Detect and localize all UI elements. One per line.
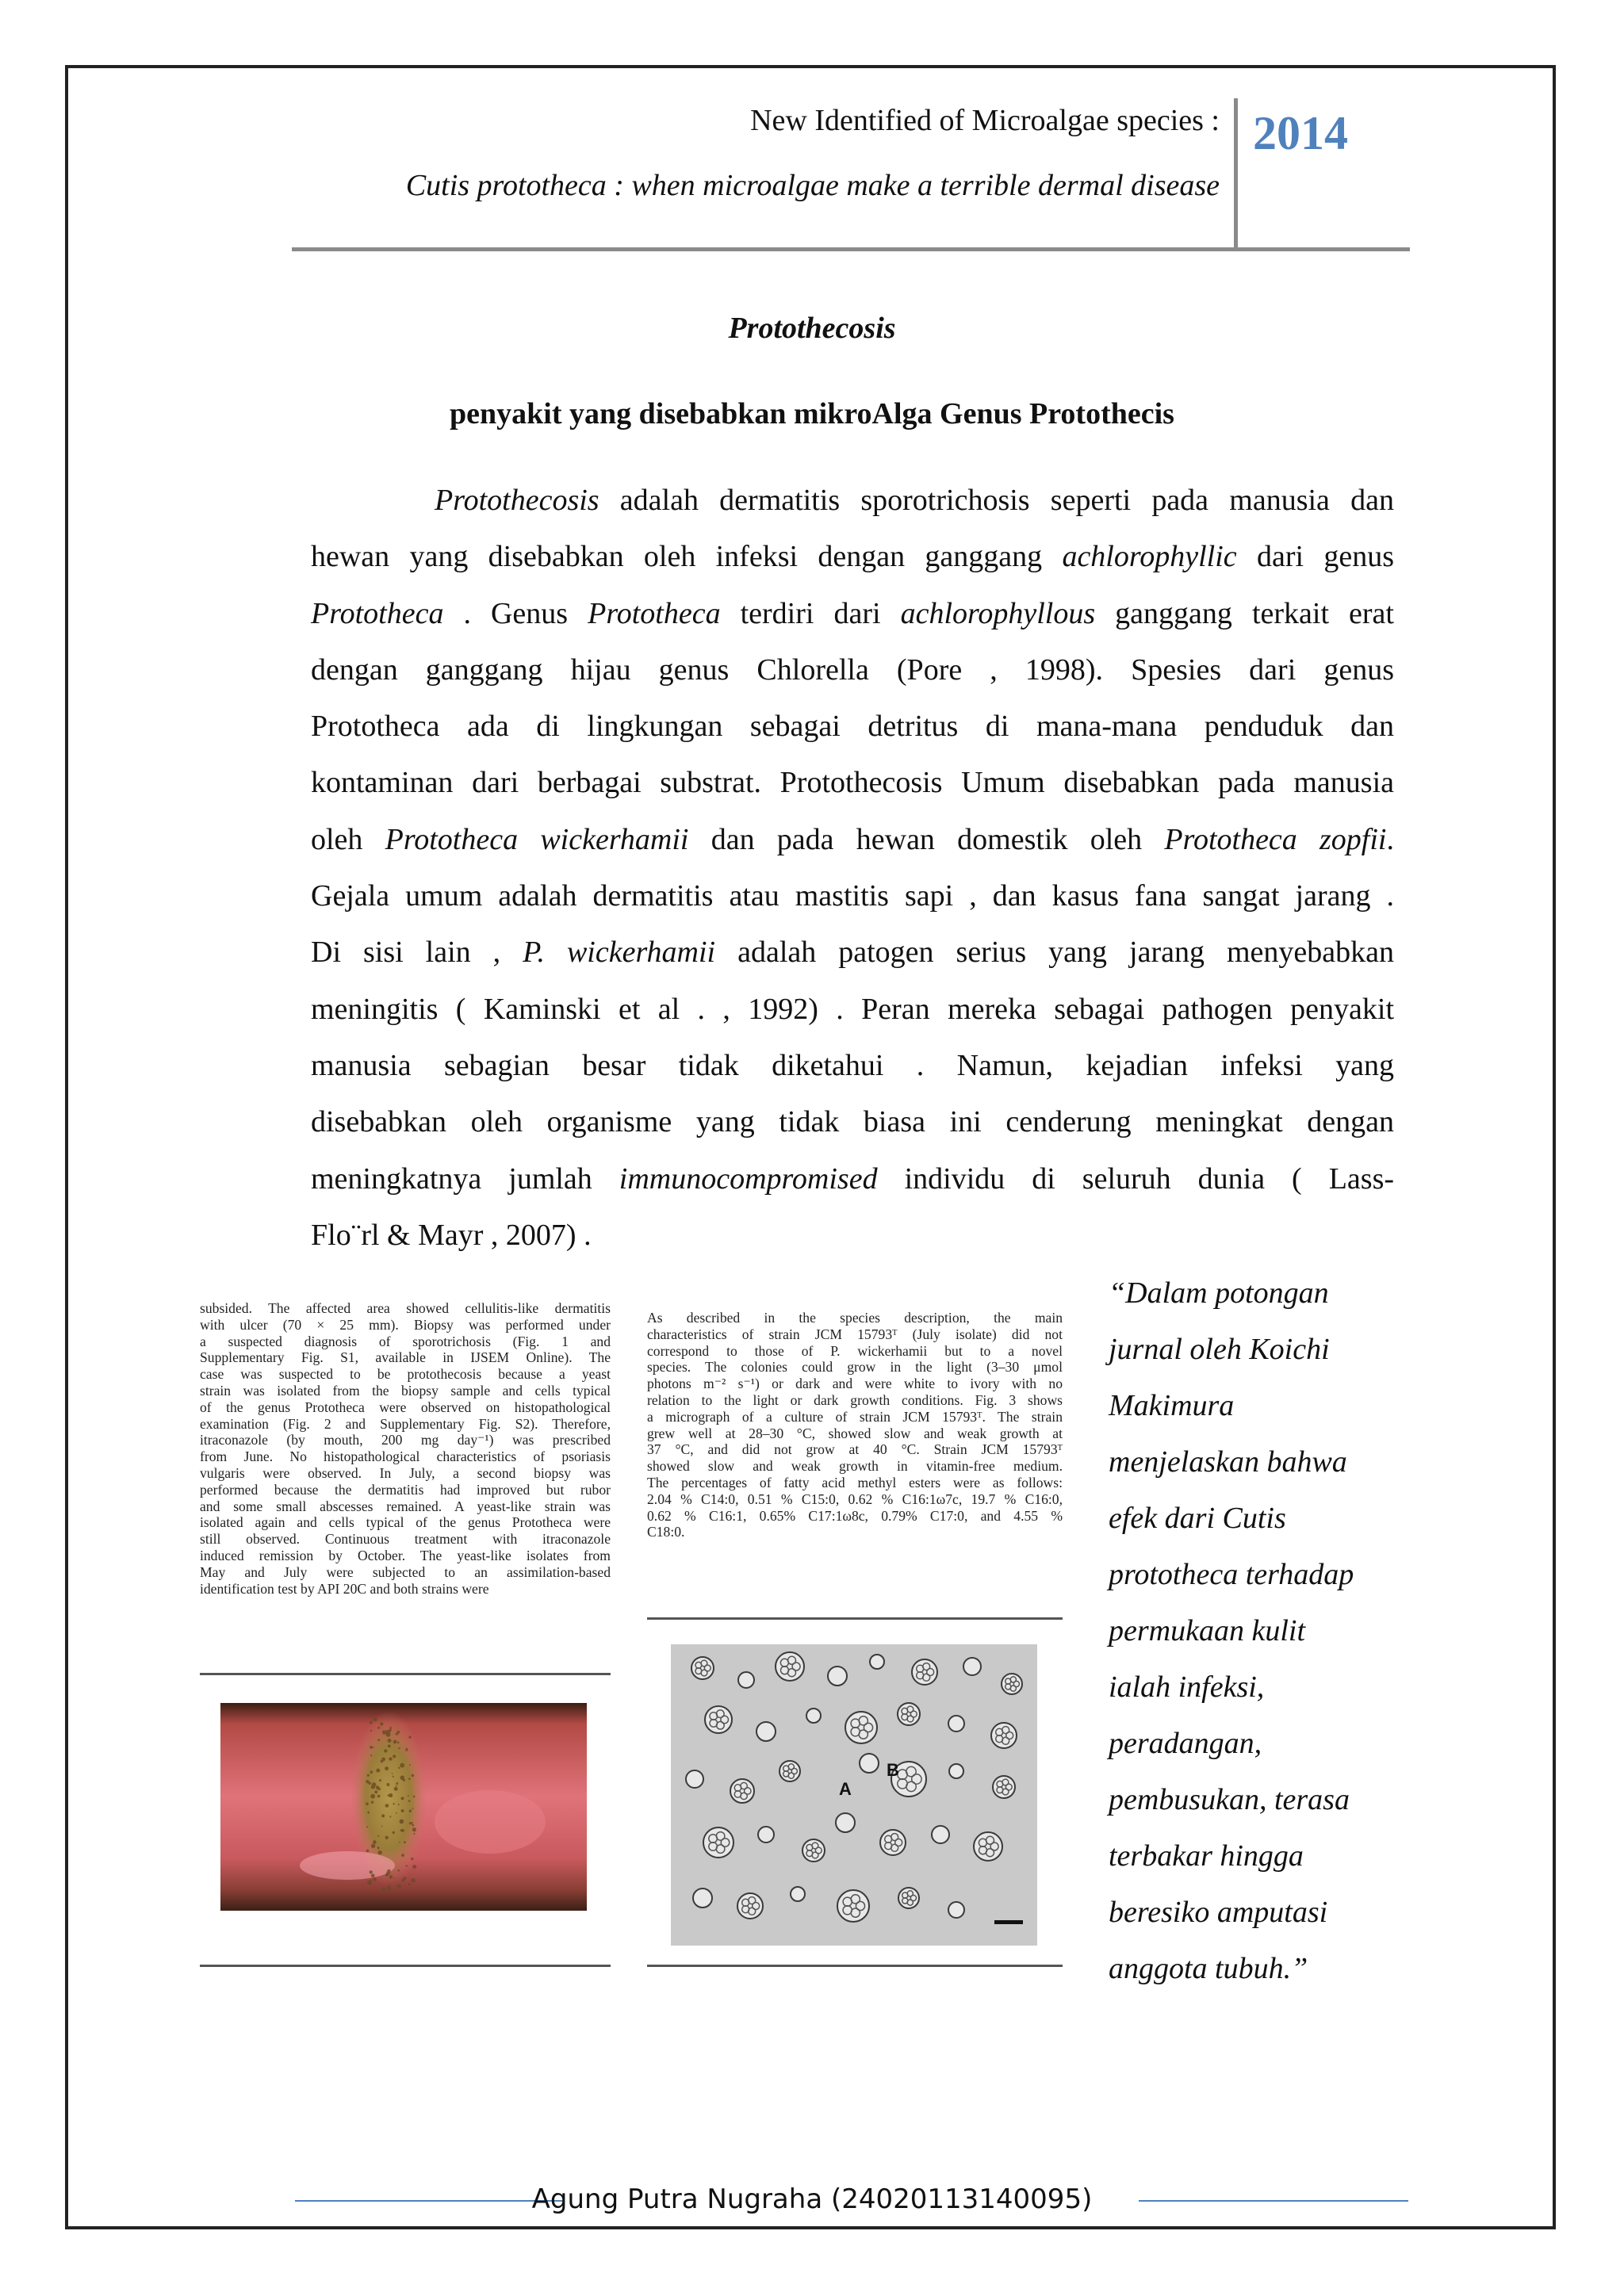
- body-line: Flo¨rl & Mayr , 2007) .: [311, 1218, 592, 1252]
- body-line: Prototheca . Genus Prototheca terdiri dari achlorophyllous ganggang terkait erat: [311, 596, 1394, 630]
- body-line: kontaminan dari berbagai substrat. Protothecosis Umum disebabkan pada manusia: [311, 766, 1394, 800]
- pull-quote-line: pembusukan, terasa: [1109, 1783, 1350, 1816]
- body-line: Prototheca ada di lingkungan sebagai detritus di mana-mana penduduk dan: [311, 710, 1394, 744]
- journal-text-line: vulgaris were observed. In July, a second biopsy was: [200, 1464, 611, 1481]
- figure-journal-excerpt-left: [200, 1300, 611, 1966]
- body-line: Gejala umum adalah dermatitis atau mastitis sapi , dan kasus fana sangat jarang .: [311, 879, 1394, 913]
- figure-journal-excerpt-right: [647, 1310, 1063, 1973]
- journal-text-line: characteristics of strain JCM 15793ᵀ (July isolate) did not: [647, 1326, 1063, 1342]
- journal-text-line: case was suspected to be protothecosis because a yeast: [200, 1366, 611, 1383]
- journal-text-line: a micrograph of a culture of strain JCM 15793ᵀ. The strain: [647, 1408, 1063, 1425]
- figure-rule: [200, 1965, 611, 1967]
- body-line: dengan ganggang hijau genus Chlorella (Pore , 1998). Spesies dari genus: [311, 652, 1394, 687]
- journal-text-line: Supplementary Fig. S1, available in IJSEM Online). The: [200, 1349, 611, 1366]
- section-title: Protothecosis: [728, 312, 896, 345]
- journal-text-left: [200, 1300, 611, 1597]
- footer-author: Agung Putra Nugraha (24020113140095): [531, 2183, 1093, 2215]
- pull-quote-line: Makimura: [1109, 1389, 1235, 1422]
- figure-rule: [647, 1617, 1063, 1620]
- pull-quote-line: terbakar hingga: [1109, 1839, 1304, 1873]
- journal-text-line: species. The colonies could grow in the light (3–30 μmol: [647, 1359, 1063, 1376]
- journal-text-line: May and July were subjected to an assimilation-based: [200, 1563, 611, 1580]
- header-title: New Identified of Microalgae species :: [750, 104, 1220, 137]
- journal-text-line: isolated again and cells typical of the genus Prototheca were: [200, 1514, 611, 1531]
- pull-quote-line: “Dalam potongan: [1109, 1276, 1329, 1310]
- body-line: meningitis ( Kaminski et al . , 1992) . Peran mereka sebagai pathogen penyakit: [311, 992, 1394, 1026]
- body-line: Di sisi lain , P. wickerhamii adalah patogen serius yang jarang menyebabkan: [311, 936, 1394, 970]
- journal-text-line: examination (Fig. 2 and Supplementary Fig. S2). Therefore,: [200, 1415, 611, 1432]
- body-line: oleh Prototheca wickerhamii dan pada hewan domestik oleh Prototheca zopfii.: [311, 822, 1394, 856]
- journal-text-line: strain was isolated from the biopsy sample and cells typical: [200, 1382, 611, 1399]
- body-line: meningkatnya jumlah immunocompromised individu di seluruh dunia ( Lass-: [311, 1161, 1395, 1196]
- journal-text-line: C18:0.: [647, 1524, 685, 1540]
- journal-text-line: 0.62 % C16:1, 0.65% C17:1ω8c, 0.79% C17:0, and 4.55 %: [647, 1507, 1063, 1524]
- journal-text-line: As described in the species description, the main: [647, 1310, 1063, 1326]
- journal-text-line: performed because the dermatitis had improved but rubor: [200, 1481, 611, 1498]
- pull-quote-line: jurnal oleh Koichi: [1109, 1333, 1330, 1366]
- pull-quote-line: menjelaskan bahwa: [1109, 1445, 1347, 1479]
- body-paragraph: [311, 473, 1394, 1264]
- journal-text-line: identification test by API 20C and both strains were: [200, 1580, 489, 1597]
- micrograph-image: [671, 1644, 1037, 1946]
- pull-quote-line: efek dari Cutis: [1109, 1502, 1286, 1535]
- journal-text-line: from June. No histopathological characteristics of psoriasis: [200, 1448, 611, 1465]
- figure-rule: [647, 1965, 1063, 1967]
- journal-text-line: showed slow and weak growth in vitamin-free medium.: [647, 1458, 1063, 1475]
- journal-text-line: with ulcer (70 × 25 mm). Biopsy was performed under: [200, 1316, 611, 1333]
- body-line: disebabkan oleh organisme yang tidak biasa ini cenderung meningkat dengan: [311, 1105, 1394, 1139]
- pull-quote-line: permukaan kulit: [1109, 1614, 1306, 1647]
- journal-text-line: relation to the light or dark growth conditions. Fig. 3 shows: [647, 1391, 1063, 1408]
- body-line: Protothecosis adalah dermatitis sporotrichosis seperti pada manusia dan: [435, 484, 1394, 517]
- micrograph-label-a: A: [839, 1779, 852, 1799]
- journal-text-line: a suspected diagnosis of sporotrichosis (Fig. 1 and: [200, 1333, 611, 1349]
- journal-text-line: 37 °C, and did not grow at 40 °C. Strain JCM 15793ᵀ: [647, 1441, 1063, 1458]
- pull-quote: [1109, 1265, 1394, 1997]
- header-divider-horizontal: [292, 247, 1410, 251]
- section-subtitle: penyakit yang disebabkan mikroAlga Genus Protothecis: [450, 397, 1174, 430]
- header-year: 2014: [1253, 107, 1348, 159]
- header-subtitle: Cutis prototheca : when microalgae make a terrible dermal disease: [405, 169, 1220, 202]
- body-line: manusia sebagian besar tidak diketahui . Namun, kejadian infeksi yang: [311, 1048, 1394, 1082]
- header-divider-vertical: [1234, 98, 1238, 249]
- journal-text-line: subsided. The affected area showed cellulitis-like dermatitis: [200, 1300, 611, 1316]
- journal-text-line: grew well at 28–30 °C, showed slow and weak growth at: [647, 1425, 1063, 1441]
- journal-text-line: and some small abscesses remained. A yeast-like strain was: [200, 1498, 611, 1514]
- journal-text-line: photons m⁻² s⁻¹) or dark and were white to ivory with no: [647, 1376, 1063, 1392]
- pull-quote-line: ialah infeksi,: [1109, 1670, 1265, 1704]
- skin-lesion-photo: [220, 1703, 587, 1911]
- figure-rule: [200, 1673, 611, 1675]
- journal-text-line: The percentages of fatty acid methyl esters were as follows:: [647, 1474, 1063, 1490]
- pull-quote-line: anggota tubuh.”: [1109, 1952, 1308, 1985]
- journal-text-line: of the genus Prototheca were observed on histopathological: [200, 1399, 611, 1415]
- journal-text-line: still observed. Continuous treatment with itraconazole: [200, 1531, 611, 1548]
- pull-quote-line: prototheca terhadap: [1109, 1558, 1354, 1591]
- journal-text-line: induced remission by October. The yeast-like isolates from: [200, 1547, 611, 1563]
- journal-text-line: itraconazole (by mouth, 200 mg day⁻¹) was prescribed: [200, 1432, 611, 1448]
- body-line: hewan yang disebabkan oleh infeksi dengan ganggang achlorophyllic dari genus: [311, 540, 1394, 574]
- pull-quote-line: beresiko amputasi: [1109, 1896, 1328, 1929]
- journal-text-line: correspond to those of P. wickerhamii but to a novel: [647, 1342, 1063, 1359]
- scale-bar: [994, 1920, 1023, 1924]
- journal-text-right: [647, 1310, 1063, 1540]
- journal-text-line: 2.04 % C14:0, 0.51 % C15:0, 0.62 % C16:1ω7c, 19.7 % C16:0,: [647, 1490, 1063, 1507]
- micrograph-label-b: B: [887, 1760, 899, 1780]
- pull-quote-line: peradangan,: [1109, 1727, 1262, 1760]
